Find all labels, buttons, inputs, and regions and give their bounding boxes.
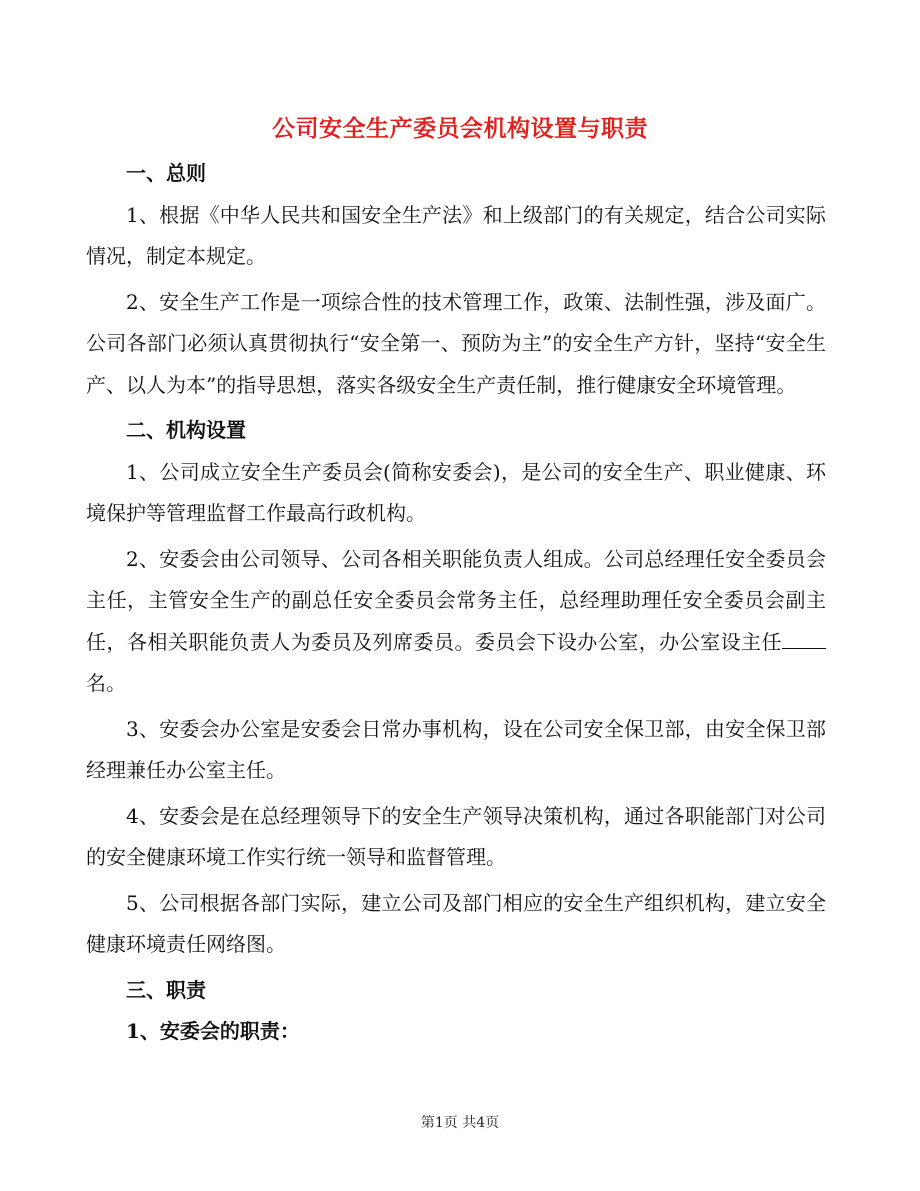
paragraph-organization-2	[86, 539, 826, 705]
fill-in-blank	[782, 628, 826, 649]
subheading-committee-duties: 1、安委会的职责：	[126, 1019, 300, 1043]
paragraph-organization-5: 5、公司根据各部门实际，建立公司及部门相应的安全生产组织机构，建立安全健康环境责任网络图。	[86, 890, 826, 956]
paragraph-organization-2-end: 名。	[86, 671, 126, 695]
paragraph-general-1: 1、根据《中华人民共和国安全生产法》和上级部门的有关规定，结合公司实际情况，制定本规定。	[86, 202, 826, 268]
section-heading-duties: 三、职责	[126, 977, 206, 1002]
page-number: 第1页 共4页	[420, 1115, 500, 1131]
paragraph-organization-3: 3、安委会办公室是安委会日常办事机构，设在公司安全保卫部，由安全保卫部经理兼任办公室主任。	[86, 716, 826, 782]
document-body	[86, 153, 826, 1053]
document-title: 公司安全生产委员会机构设置与职责	[272, 115, 648, 142]
paragraph-organization-4: 4、安委会是在总经理领导下的安全生产领导决策机构，通过各职能部门对公司的安全健康环境工作实行统一领导和监督管理。	[86, 803, 826, 869]
section-heading-general: 一、总则	[126, 161, 206, 185]
paragraph-organization-2-text: 2、安委会由公司领导、公司各相关职能负责人组成。公司总经理任安全委员会主任，主管安全生产的副总任安全委员会常务主任，总经理助理任安全委员会副主任，各相关职能负责人为委员及列席委员。委员会下设办公室，办公室设主任	[86, 546, 826, 654]
paragraph-organization-1: 1、公司成立安全生产委员会(简称安委会)，是公司的安全生产、职业健康、环境保护等管理监督工作最高行政机构。	[86, 459, 826, 525]
section-heading-organization: 二、机构设置	[126, 418, 246, 442]
paragraph-general-2: 2、安全生产工作是一项综合性的技术管理工作，政策、法制性强，涉及面广。公司各部门必须认真贯彻执行“安全第一、预防为主”的安全生产方针，坚持“安全生产、以人为本”的指导思想，落实各级安全生产责任制，推行健康安全环境管理。	[86, 289, 826, 397]
